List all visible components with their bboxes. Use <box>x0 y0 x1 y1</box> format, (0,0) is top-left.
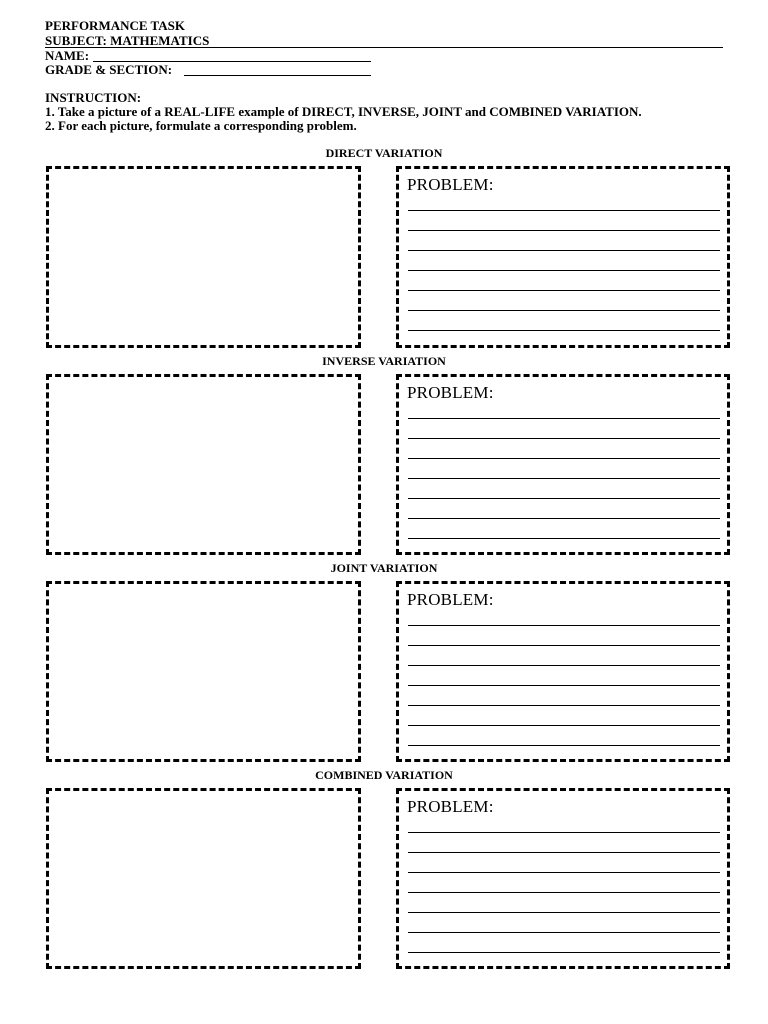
writing-line <box>408 665 720 666</box>
grade-section-field-line[interactable] <box>184 75 371 76</box>
task-title: PERFORMANCE TASK <box>45 18 185 33</box>
section-title-direct: DIRECT VARIATION <box>325 146 443 160</box>
instruction-label: INSTRUCTION: <box>45 90 142 105</box>
writing-line <box>408 458 720 459</box>
writing-line <box>408 310 720 311</box>
writing-line <box>408 538 720 539</box>
problem-label: PROBLEM: <box>407 797 494 816</box>
writing-line <box>408 518 720 519</box>
instruction-step-2: 2. For each picture, formulate a corresponding problem. <box>45 118 357 133</box>
section-title-combined: COMBINED VARIATION <box>315 768 453 782</box>
writing-line <box>408 330 720 331</box>
writing-line <box>408 230 720 231</box>
writing-line <box>408 685 720 686</box>
writing-line <box>408 705 720 706</box>
name-label: NAME: <box>45 48 90 63</box>
problem-box-joint[interactable] <box>396 581 730 762</box>
grade-section-label: GRADE & SECTION: <box>45 62 173 77</box>
problem-label: PROBLEM: <box>407 383 494 402</box>
writing-line <box>408 498 720 499</box>
subject-underline <box>45 47 723 48</box>
writing-line <box>408 745 720 746</box>
writing-line <box>408 418 720 419</box>
problem-label: PROBLEM: <box>407 175 494 194</box>
writing-line <box>408 725 720 726</box>
section-title-inverse: INVERSE VARIATION <box>322 354 446 368</box>
writing-line <box>408 852 720 853</box>
subject-label: SUBJECT: MATHEMATICS <box>45 33 210 48</box>
writing-line <box>408 625 720 626</box>
writing-line <box>408 892 720 893</box>
picture-box-direct[interactable] <box>46 166 361 348</box>
problem-box-combined[interactable] <box>396 788 730 969</box>
picture-box-combined[interactable] <box>46 788 361 969</box>
writing-line <box>408 478 720 479</box>
writing-line <box>408 912 720 913</box>
instruction-step-1: 1. Take a picture of a REAL-LIFE example of DIRECT, INVERSE, JOINT and COMBINED VARIATION. <box>45 104 642 119</box>
picture-box-joint[interactable] <box>46 581 361 762</box>
writing-line <box>408 872 720 873</box>
writing-line <box>408 250 720 251</box>
problem-box-inverse[interactable] <box>396 374 730 555</box>
writing-line <box>408 952 720 953</box>
writing-line <box>408 645 720 646</box>
writing-line <box>408 210 720 211</box>
section-title-joint: JOINT VARIATION <box>330 561 438 575</box>
problem-box-direct[interactable] <box>396 166 730 348</box>
picture-box-inverse[interactable] <box>46 374 361 555</box>
problem-label: PROBLEM: <box>407 590 494 609</box>
writing-line <box>408 832 720 833</box>
writing-line <box>408 290 720 291</box>
writing-line <box>408 932 720 933</box>
writing-line <box>408 270 720 271</box>
writing-line <box>408 438 720 439</box>
